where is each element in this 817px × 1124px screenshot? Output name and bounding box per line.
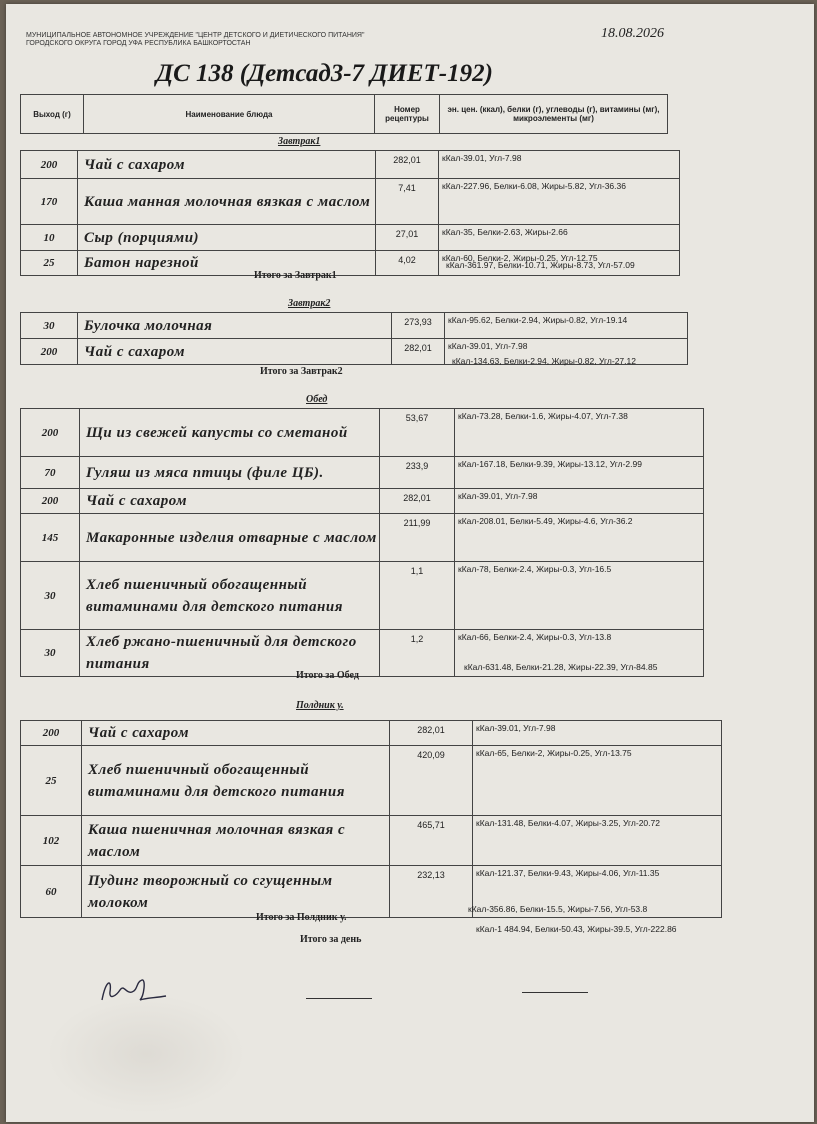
- dish-recipe: 27,01: [376, 225, 439, 251]
- dish-recipe: 232,13: [390, 866, 473, 918]
- dish-output: 200: [21, 721, 82, 746]
- dish-recipe: 233,9: [380, 457, 455, 489]
- dish-nutrition: кКал-66, Белки-2.4, Жиры-0.3, Угл-13.8: [455, 630, 704, 677]
- dish-name: Чай с сахаром: [78, 151, 376, 179]
- section-table-breakfast1: [20, 150, 680, 276]
- header-recipe: Номер рецептуры: [375, 95, 440, 134]
- table-header: [20, 94, 668, 134]
- total-label-snack: Итого за Полдник у.: [256, 912, 347, 923]
- dish-nutrition: кКал-167.18, Белки-9.39, Жиры-13.12, Угл-2.99: [455, 457, 704, 489]
- dish-output: 60: [21, 866, 82, 918]
- dish-output: 170: [21, 179, 78, 225]
- total-label-day: Итого за день: [300, 934, 362, 945]
- dish-name: Булочка молочная: [78, 313, 392, 339]
- dish-nutrition: кКал-78, Белки-2.4, Жиры-0.3, Угл-16.5: [455, 562, 704, 630]
- dish-name: Пудинг творожный со сгущенным молоком: [82, 866, 390, 918]
- dish-nutrition: кКал-131.48, Белки-4.07, Жиры-3.25, Угл-20.72: [473, 816, 722, 866]
- section-table-snack: [20, 720, 722, 918]
- table-row: [21, 816, 722, 866]
- dish-output: 30: [21, 313, 78, 339]
- menu-title: ДС 138 (Детсад3-7 ДИЕТ-192): [156, 60, 493, 87]
- dish-output: 200: [21, 151, 78, 179]
- dish-name: Сыр (порциями): [78, 225, 376, 251]
- dish-output: 25: [21, 746, 82, 816]
- menu-sheet: [6, 4, 814, 1122]
- table-row: [21, 409, 704, 457]
- dish-output: 200: [21, 489, 80, 514]
- table-row: [21, 151, 680, 179]
- dish-output: 145: [21, 514, 80, 562]
- dish-recipe: 4,02: [376, 251, 439, 276]
- dish-nutrition: кКал-65, Белки-2, Жиры-0.25, Угл-13.75: [473, 746, 722, 816]
- dish-nutrition: кКал-60, Белки-2, Жиры-0.25, Угл-12.75: [439, 251, 680, 276]
- dish-name: Чай с сахаром: [82, 721, 390, 746]
- dish-recipe: 211,99: [380, 514, 455, 562]
- dish-recipe: 53,67: [380, 409, 455, 457]
- dish-name: Каша пшеничная молочная вязкая с маслом: [82, 816, 390, 866]
- table-row: [21, 313, 688, 339]
- dish-output: 30: [21, 562, 80, 630]
- total-label-lunch: Итого за Обед: [296, 670, 359, 681]
- dish-output: 200: [21, 339, 78, 365]
- total-nutrition-lunch: кКал-631.48, Белки-21.28, Жиры-22.39, Угл-84.85: [464, 662, 658, 672]
- dish-name: Чай с сахаром: [78, 339, 392, 365]
- dish-nutrition: кКал-95.62, Белки-2.94, Жиры-0.82, Угл-19.14: [445, 313, 688, 339]
- dish-name: Батон нарезной: [78, 251, 376, 276]
- total-nutrition-day: кКал-1 484.94, Белки-50.43, Жиры-39.5, Угл-222.86: [476, 924, 677, 934]
- total-label-breakfast1: Итого за Завтрак1: [254, 270, 337, 281]
- signature-mark: [94, 970, 174, 1010]
- dish-output: 30: [21, 630, 80, 677]
- dish-recipe: 1,1: [380, 562, 455, 630]
- signature-line-2: [522, 992, 588, 993]
- section-title-lunch: Обед: [306, 394, 328, 405]
- section-table-lunch: [20, 408, 704, 677]
- table-row: [21, 514, 704, 562]
- header-dish-name: Наименование блюда: [84, 95, 375, 134]
- dish-recipe: 282,01: [392, 339, 445, 365]
- header-nutrition: эн. цен. (ккал), белки (г), углеводы (г), витамины (мг), микроэлементы (мг): [440, 95, 668, 134]
- dish-recipe: 282,01: [380, 489, 455, 514]
- dish-name: Макаронные изделия отварные с маслом: [80, 514, 380, 562]
- dish-recipe: 282,01: [376, 151, 439, 179]
- dish-recipe: 282,01: [390, 721, 473, 746]
- dish-recipe: 465,71: [390, 816, 473, 866]
- dish-output: 70: [21, 457, 80, 489]
- table-row: [21, 562, 704, 630]
- total-label-breakfast2: Итого за Завтрак2: [260, 366, 343, 377]
- dish-nutrition: кКал-39.01, Угл-7.98: [473, 721, 722, 746]
- dish-recipe: 7,41: [376, 179, 439, 225]
- section-title-breakfast1: Завтрак1: [278, 136, 321, 147]
- dish-recipe: 1,2: [380, 630, 455, 677]
- dish-output: 10: [21, 225, 78, 251]
- organization-name: МУНИЦИПАЛЬНОЕ АВТОНОМНОЕ УЧРЕЖДЕНИЕ "ЦЕНТР ДЕТСКОГО И ДИЕТИЧЕСКОГО ПИТАНИЯ" ГОРОДСКОГО ОКРУГА ГОРОД УФА РЕСПУБЛИКА БАШКОРТОСТАН: [26, 32, 365, 47]
- menu-date: 18.08.2026: [601, 26, 664, 41]
- signature-line-1: [306, 998, 372, 999]
- stamp-mark: [46, 994, 246, 1114]
- total-nutrition-breakfast2: кКал-134.63, Белки-2.94, Жиры-0.82, Угл-27.12: [452, 356, 636, 366]
- table-row: [21, 721, 722, 746]
- dish-recipe: 420,09: [390, 746, 473, 816]
- dish-nutrition: кКал-39.01, Угл-7.98: [455, 489, 704, 514]
- table-row: [21, 179, 680, 225]
- dish-nutrition: кКал-35, Белки-2.63, Жиры-2.66: [439, 225, 680, 251]
- dish-name: Хлеб пшеничный обогащенный витаминами для детского питания: [82, 746, 390, 816]
- dish-recipe: 273,93: [392, 313, 445, 339]
- total-nutrition-snack: кКал-356.86, Белки-15.5, Жиры-7.56, Угл-53.8: [468, 904, 648, 914]
- dish-output: 25: [21, 251, 78, 276]
- dish-output: 200: [21, 409, 80, 457]
- table-row: [21, 225, 680, 251]
- dish-name: Хлеб пшеничный обогащенный витаминами для детского питания: [80, 562, 380, 630]
- dish-nutrition: кКал-39.01, Угл-7.98: [445, 339, 688, 365]
- section-title-breakfast2: Завтрак2: [288, 298, 331, 309]
- dish-nutrition: кКал-208.01, Белки-5.49, Жиры-4.6, Угл-36.2: [455, 514, 704, 562]
- section-title-snack: Полдник у.: [296, 700, 344, 711]
- total-nutrition-breakfast1: кКал-361.97, Белки-10.71, Жиры-8.73, Угл-57.09: [446, 260, 635, 270]
- dish-name: Щи из свежей капусты со сметаной: [80, 409, 380, 457]
- dish-nutrition: кКал-227.96, Белки-6.08, Жиры-5.82, Угл-36.36: [439, 179, 680, 225]
- dish-nutrition: кКал-39.01, Угл-7.98: [439, 151, 680, 179]
- table-row: [21, 746, 722, 816]
- dish-name: Каша манная молочная вязкая с маслом: [78, 179, 376, 225]
- dish-name: Гуляш из мяса птицы (филе ЦБ).: [80, 457, 380, 489]
- table-row: [21, 489, 704, 514]
- dish-output: 102: [21, 816, 82, 866]
- header-output: Выход (г): [21, 95, 84, 134]
- dish-nutrition: кКал-121.37, Белки-9.43, Жиры-4.06, Угл-11.35: [473, 866, 722, 918]
- table-row: [21, 457, 704, 489]
- dish-name: Хлеб ржано-пшеничный для детского питания: [80, 630, 380, 677]
- dish-nutrition: кКал-73.28, Белки-1.6, Жиры-4.07, Угл-7.38: [455, 409, 704, 457]
- dish-name: Чай с сахаром: [80, 489, 380, 514]
